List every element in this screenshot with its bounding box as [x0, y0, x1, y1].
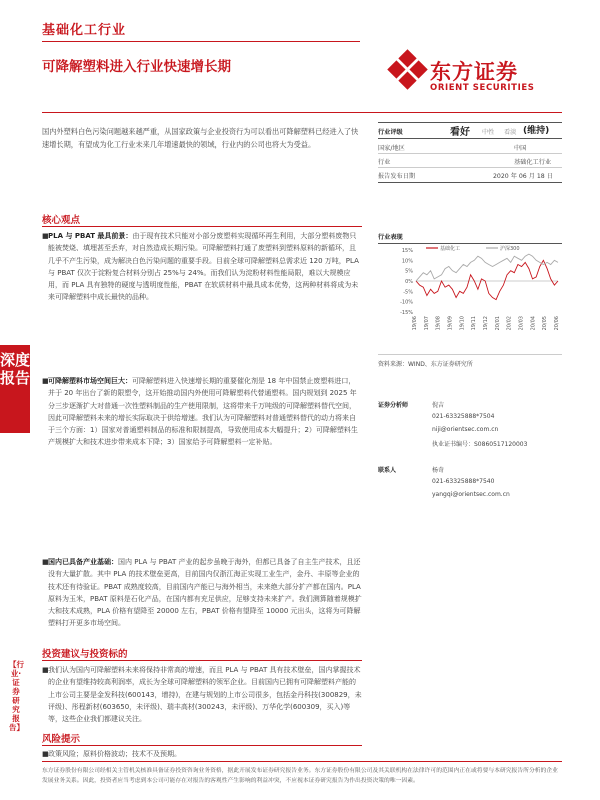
y-tick-label: 10% — [401, 258, 413, 265]
perf-title: 行业表现 — [378, 234, 403, 241]
rating-row-value: 2020 年 06 月 18 日 — [493, 173, 553, 180]
analyst-email[interactable]: niji@orientsec.com.cn — [432, 426, 499, 433]
core-title: 核心观点 — [42, 215, 81, 226]
y-tick-label: -10% — [400, 299, 413, 306]
x-tick-label: 20/04 — [530, 316, 537, 331]
rating-label: 行业评级 — [378, 129, 403, 136]
x-tick-label: 19/09 — [447, 316, 454, 331]
x-tick-label: 20/05 — [542, 316, 549, 331]
rating-row-label: 国家/地区 — [378, 145, 405, 152]
bullet-icon: ■ — [42, 558, 49, 566]
rating-option-negative: 看淡 — [504, 129, 517, 136]
rating-option-neutral: 中性 — [482, 129, 495, 136]
disclaimer-footer: 东方证券股份有限公司经相关主管机关核准具备证券投资咨询业务资格，据此开展发布证券研究报告业务。东方证券股份有限公司及其关联机构在法律许可的范围内正在或将要与本研究报告所分析的企业发展业务关系。因此，投资者应当考虑到本公司可能存在对报告的客观性产生影响的利益冲突，不应视本证券研究报告为作出投资决策的唯一因素。 — [42, 768, 558, 784]
rating-row-divider — [378, 153, 562, 154]
footer-rule — [42, 761, 562, 762]
y-tick-label: 5% — [405, 268, 413, 275]
core-bullet-2: ■ 可降解塑料市场空间巨大：可降解塑料进入快速增长期的重要催化剂是 18 年中国禁止废塑料进口，并于 20 年出台了新的限塑令，这开始推动国内外使用可降解塑料代替通塑料。国内规划到 2025 年分三步逐渐扩大对普通一次性塑料制品的生产使用限制，这将带来千万吨级的可降解塑料替代空间，因此可降解塑料未来的增长实际取决于供给增速。我们认为可降解塑料对普通塑料替代的动力将来自于三个方面：1）国家对普通塑料制品的标准和限制提高，导致使用成本大幅提升；2）可降解塑料生产规模扩大和技术进步带来成本下降；3）国家给予可降解塑料一定补贴。 — [42, 377, 358, 447]
perf-bottom-rule — [378, 354, 562, 355]
risk-paragraph: ■ 政策风险；原料价格波动；技术不及预期。 — [48, 748, 362, 760]
core-bullet-1: ■ PLA 与 PBAT 最具前景：由于现有技术只能对小部分废塑料实现循环再生利用，大部分塑料废物只能被焚烧、填埋甚至丢弃，对自然造成长期污染。可降解塑料打通了废塑料到塑料原料的新循环，且几乎不产生污染，成为解决白色污染问题的重要手段。目前全球可降解塑料总需求近 120 万吨，PLA 与 PBAT 仅次于淀粉复合材料分别占 25%与 24%。而我们认为淀粉材料性能局限，难以大规模应用，而 PLA 具有独特的硬度与透明度性能，PBAT 在软质材料中最具成本优势，这两种材料将成为未来可降解塑料中成长最快的品种。 — [42, 232, 359, 302]
rating-value: 看好 — [450, 127, 470, 138]
x-tick-label: 20/02 — [506, 316, 513, 331]
bullet-icon: ■ — [42, 666, 49, 674]
x-tick-label: 20/03 — [518, 316, 525, 331]
rating-mid-rule — [378, 138, 562, 139]
report-title: 可降解塑料进入行业快速增长期 — [42, 59, 231, 75]
invest-title: 投资建议与投资标的 — [42, 649, 128, 660]
header-divider — [42, 41, 360, 42]
report-type-label: 深度报告 — [0, 345, 30, 433]
core-divider — [42, 226, 362, 227]
analyst-tel: 021-63325888*7504 — [432, 413, 495, 420]
x-tick-label: 19/06 — [412, 316, 418, 331]
orient-logo-icon — [389, 51, 426, 88]
x-tick-label: 19/10 — [459, 316, 466, 331]
rating-bottom-rule — [378, 182, 562, 183]
x-tick-label: 19/07 — [423, 316, 430, 331]
x-tick-label: 19/12 — [483, 316, 489, 331]
rating-maintain: (维持) — [523, 126, 550, 136]
y-tick-label: 0% — [405, 279, 413, 285]
bullet-icon: ■ — [42, 377, 49, 385]
logo-text-cn: 东方证券 — [430, 60, 518, 84]
legend-label: 沪深300 — [500, 246, 520, 252]
risk-divider — [42, 745, 362, 746]
rating-row-label: 行业 — [378, 159, 391, 166]
perf-rule — [378, 243, 562, 244]
rating-row-value: 基础化工行业 — [514, 159, 552, 166]
perf-source: 资料来源：WIND、东方证券研究所 — [378, 361, 473, 368]
invest-paragraph: ■ 我们认为国内可降解塑料未来将保持非常高的增速，而且 PLA 与 PBAT 具有技术壁垒，国内掌握技术的企业有望维持较高利润率，成长为全球可降解塑料的领军企业。目前国内已拥有可降解塑料产能的上市公司主要是金发科技(600143，增持)，在建与规划的上市公司很多，包括金丹科技(300829，未评级)、彤程新材(603650，未评级)、瑞丰高材(300243，未评级)、万华化学(600309，买入)等等，这些企业我们都建议关注。 — [42, 666, 362, 724]
contact-role: 联系人 — [378, 467, 397, 474]
contact-tel: 021-63325888*7540 — [432, 478, 495, 485]
contact-name: 杨奇 — [432, 467, 445, 474]
intro-paragraph: 国内外塑料白色污染问题越来越严重，从国家政策与企业投资行为可以看出可降解塑料已经进入了快速增长期，有望成为化工行业未来几年增速最快的领域，行业内的公司也将大为受益。 — [42, 127, 359, 149]
perf-chart — [378, 246, 562, 346]
legend-label: 基础化工 — [440, 246, 461, 252]
rating-row-divider — [378, 167, 562, 168]
logo-text-en: ORIENT SECURITIES — [430, 83, 535, 93]
analyst-role: 证券分析师 — [378, 402, 409, 409]
industry-header: 基础化工行业 — [42, 23, 127, 38]
y-tick-label: -15% — [400, 310, 413, 316]
report-category-label: 【行业·证券研究报告】 — [9, 660, 24, 732]
x-tick-label: 19/08 — [435, 316, 442, 331]
series-line-1 — [416, 254, 558, 281]
x-tick-label: 20/06 — [554, 316, 560, 331]
rating-row-label: 报告发布日期 — [378, 173, 416, 180]
x-tick-label: 20/01 — [494, 316, 501, 331]
top-rule — [42, 112, 562, 113]
rating-row-value: 中国 — [514, 145, 527, 152]
analyst-cert: 执业证书编号：S0860517120003 — [432, 441, 528, 448]
bullet-icon: ■ — [42, 232, 49, 240]
risk-title: 风险提示 — [42, 734, 81, 745]
y-tick-label: 15% — [401, 248, 413, 254]
analyst-name: 倪吉 — [432, 402, 445, 409]
series-line-0 — [416, 260, 558, 299]
x-tick-label: 19/11 — [471, 316, 478, 331]
contact-email[interactable]: yangqi@orientsec.com.cn — [432, 491, 510, 498]
y-tick-label: -5% — [403, 289, 413, 296]
core-bullet-3: ■ 国内已具备产业基础：国内 PLA 与 PBAT 产业的起步虽晚于海外，但都已具备了自主生产技术，且还没有大量扩散。其中 PLA 的技术壁垒更高，目前国内仅浙江海正实现工业生产，金丹、丰原等企业的技术还有待验证。PBAT 成熟度较高，目前国内产能已与海外相当，未来绝大部分扩产都在国内。PLA 原料为玉米，PBAT 原料是石化产品，在国内都有充足供应，足够支持未来扩产。我们测算随着规模扩大和技术成熟，PLA 价格有望降至 20000 左右，PBAT 价格有望降至 10000 元出头，这将为可降解塑料打开更多市场空间。 — [42, 558, 362, 628]
invest-divider — [42, 660, 362, 661]
bullet-icon: ■ — [42, 750, 49, 758]
